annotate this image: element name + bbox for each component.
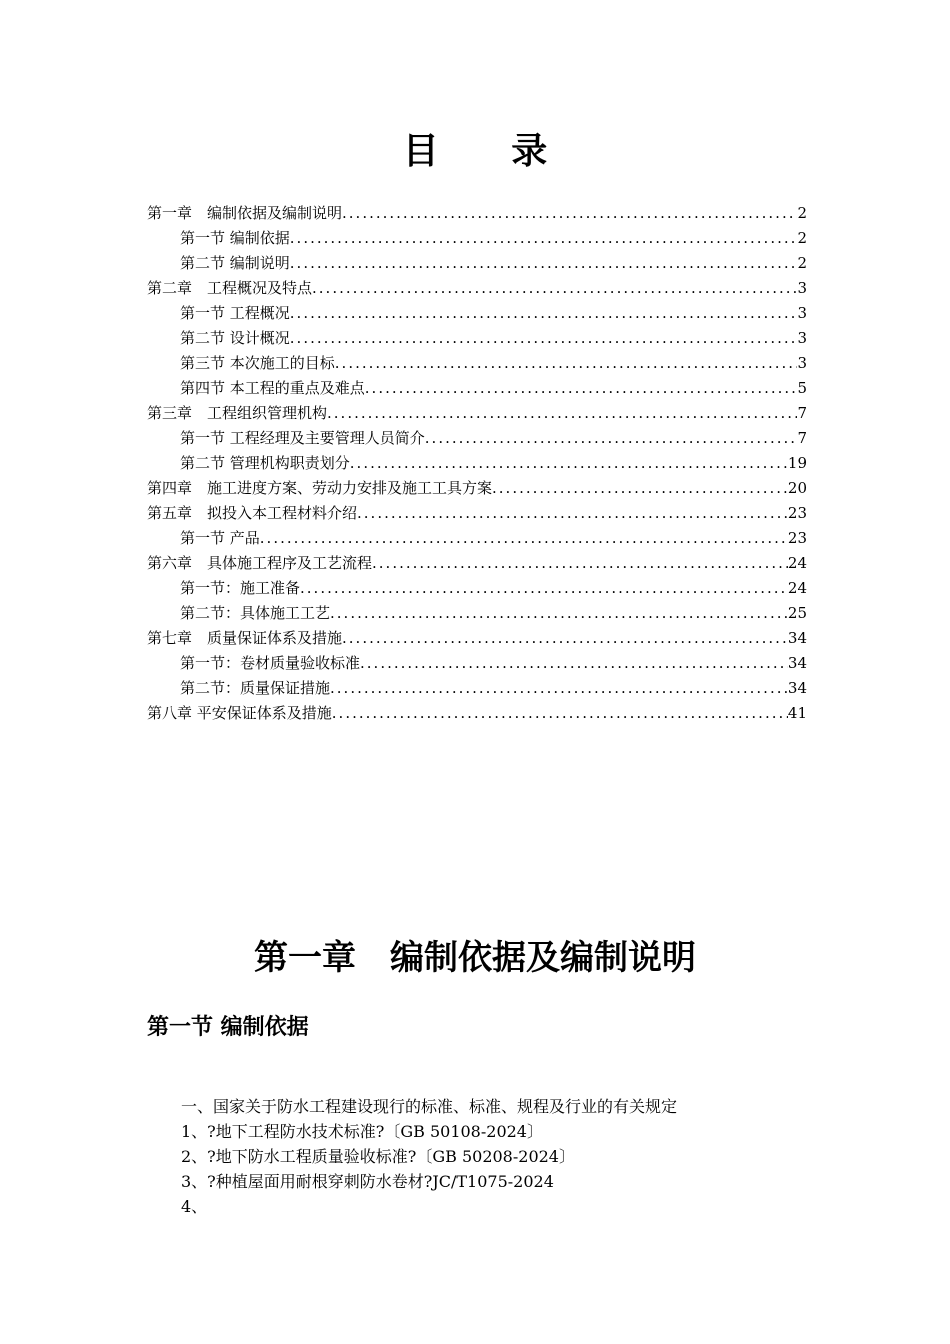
toc-entry-title: 第二节 设计概况 xyxy=(180,329,290,347)
toc-entry-section[interactable] xyxy=(147,576,807,601)
toc-dot-leader xyxy=(342,626,788,651)
toc-title: 目 录 xyxy=(402,131,578,172)
toc-entry-page: 41 xyxy=(787,704,807,722)
toc-entry-title: 第六章 具体施工程序及工艺流程 xyxy=(147,554,373,572)
toc-entry-section[interactable] xyxy=(147,601,807,626)
toc-dot-leader xyxy=(335,351,798,376)
toc-entry-page: 34 xyxy=(787,654,807,672)
toc-entry-title: 第二节：质量保证措施 xyxy=(180,679,331,697)
toc-entry-page: 23 xyxy=(787,504,807,522)
toc-entry-title: 第二章 工程概况及特点 xyxy=(147,279,313,297)
body-line: 1、?地下工程防水技术标准?〔GB 50108-2024〕 xyxy=(181,1122,543,1141)
toc-dot-leader xyxy=(290,251,798,276)
toc-entry-page: 19 xyxy=(787,454,807,472)
toc-entry-title: 第一节：施工准备 xyxy=(180,579,301,597)
toc-entry-section[interactable] xyxy=(147,351,807,376)
toc-entry-page: 2 xyxy=(797,254,807,272)
body-line: 3、?种植屋面用耐根穿刺防水卷材?JC/T1075-2024 xyxy=(181,1172,554,1191)
toc-entry-title: 第二节：具体施工工艺 xyxy=(180,604,331,622)
toc-entry-section[interactable] xyxy=(147,451,807,476)
toc-dot-leader xyxy=(365,376,798,401)
body-line: 一、国家关于防水工程建设现行的标准、标准、规程及行业的有关规定 xyxy=(181,1097,678,1116)
toc-dot-leader xyxy=(342,201,797,226)
toc-entry-section[interactable] xyxy=(147,301,807,326)
toc-dot-leader xyxy=(330,601,788,626)
toc-entry-chapter[interactable] xyxy=(147,551,807,576)
toc-entry-section[interactable] xyxy=(147,651,807,676)
body-line: 4、 xyxy=(181,1197,208,1216)
toc-dot-leader xyxy=(332,701,788,726)
toc-entry-section[interactable] xyxy=(147,251,807,276)
toc-entry-page: 3 xyxy=(797,279,807,297)
toc-entry-section[interactable] xyxy=(147,376,807,401)
toc-entry-page: 25 xyxy=(787,604,807,622)
toc-entry-chapter[interactable] xyxy=(147,201,807,226)
toc-entry-title: 第一章 编制依据及编制说明 xyxy=(147,204,343,222)
toc-dot-leader xyxy=(260,526,788,551)
body-text xyxy=(181,1094,821,1219)
toc-entry-section[interactable] xyxy=(147,426,807,451)
section-heading: 第一节 编制依据 xyxy=(147,1015,309,1040)
toc-entry-page: 3 xyxy=(797,329,807,347)
toc-entry-chapter[interactable] xyxy=(147,276,807,301)
toc-entry-page: 23 xyxy=(787,529,807,547)
toc-dot-leader xyxy=(290,301,798,326)
toc-dot-leader xyxy=(290,226,798,251)
toc-entry-title: 第一节 工程概况 xyxy=(180,304,290,322)
toc-entry-chapter[interactable] xyxy=(147,501,807,526)
toc-entry-title: 第四章 施工进度方案、劳动力安排及施工工具方案 xyxy=(147,479,493,497)
table-of-contents xyxy=(147,201,807,726)
toc-entry-section[interactable] xyxy=(147,226,807,251)
toc-entry-title: 第五章 拟投入本工程材料介绍 xyxy=(147,504,358,522)
toc-entry-title: 第一节 工程经理及主要管理人员简介 xyxy=(180,429,425,447)
toc-dot-leader xyxy=(360,651,788,676)
toc-entry-title: 第三节 本次施工的目标 xyxy=(180,354,335,372)
toc-entry-title: 第二节 管理机构职责划分 xyxy=(180,454,350,472)
toc-entry-chapter[interactable] xyxy=(147,701,807,726)
toc-entry-page: 5 xyxy=(797,379,807,397)
toc-entry-title: 第四节 本工程的重点及难点 xyxy=(180,379,365,397)
toc-entry-title: 第一节 编制依据 xyxy=(180,229,290,247)
toc-dot-leader xyxy=(357,501,788,526)
toc-entry-page: 20 xyxy=(787,479,807,497)
toc-entry-page: 7 xyxy=(797,429,807,447)
toc-entry-section[interactable] xyxy=(147,676,807,701)
toc-entry-page: 34 xyxy=(787,629,807,647)
toc-entry-title: 第八章 平安保证体系及措施 xyxy=(147,704,332,722)
toc-entry-title: 第一节 产品 xyxy=(180,529,260,547)
toc-entry-page: 7 xyxy=(797,404,807,422)
toc-entry-chapter[interactable] xyxy=(147,401,807,426)
toc-entry-title: 第三章 工程组织管理机构 xyxy=(147,404,328,422)
toc-entry-title: 第七章 质量保证体系及措施 xyxy=(147,629,343,647)
body-line: 2、?地下防水工程质量验收标准?〔GB 50208-2024〕 xyxy=(181,1147,575,1166)
toc-entry-section[interactable] xyxy=(147,326,807,351)
toc-entry-page: 24 xyxy=(787,579,807,597)
toc-entry-chapter[interactable] xyxy=(147,476,807,501)
toc-entry-page: 2 xyxy=(797,229,807,247)
toc-dot-leader xyxy=(372,551,788,576)
toc-dot-leader xyxy=(425,426,798,451)
toc-dot-leader xyxy=(330,676,788,701)
toc-entry-section[interactable] xyxy=(147,526,807,551)
toc-dot-leader xyxy=(300,576,788,601)
chapter-heading: 第一章 编制依据及编制说明 xyxy=(254,938,696,978)
toc-entry-page: 3 xyxy=(797,354,807,372)
toc-dot-leader xyxy=(327,401,797,426)
toc-entry-page: 34 xyxy=(787,679,807,697)
toc-dot-leader xyxy=(350,451,788,476)
toc-dot-leader xyxy=(492,476,788,501)
toc-entry-title: 第二节 编制说明 xyxy=(180,254,290,272)
toc-entry-page: 3 xyxy=(797,304,807,322)
toc-entry-title: 第一节：卷材质量验收标准 xyxy=(180,654,361,672)
toc-entry-page: 2 xyxy=(797,204,807,222)
toc-dot-leader xyxy=(312,276,797,301)
toc-entry-page: 24 xyxy=(787,554,807,572)
toc-dot-leader xyxy=(290,326,798,351)
toc-entry-chapter[interactable] xyxy=(147,626,807,651)
